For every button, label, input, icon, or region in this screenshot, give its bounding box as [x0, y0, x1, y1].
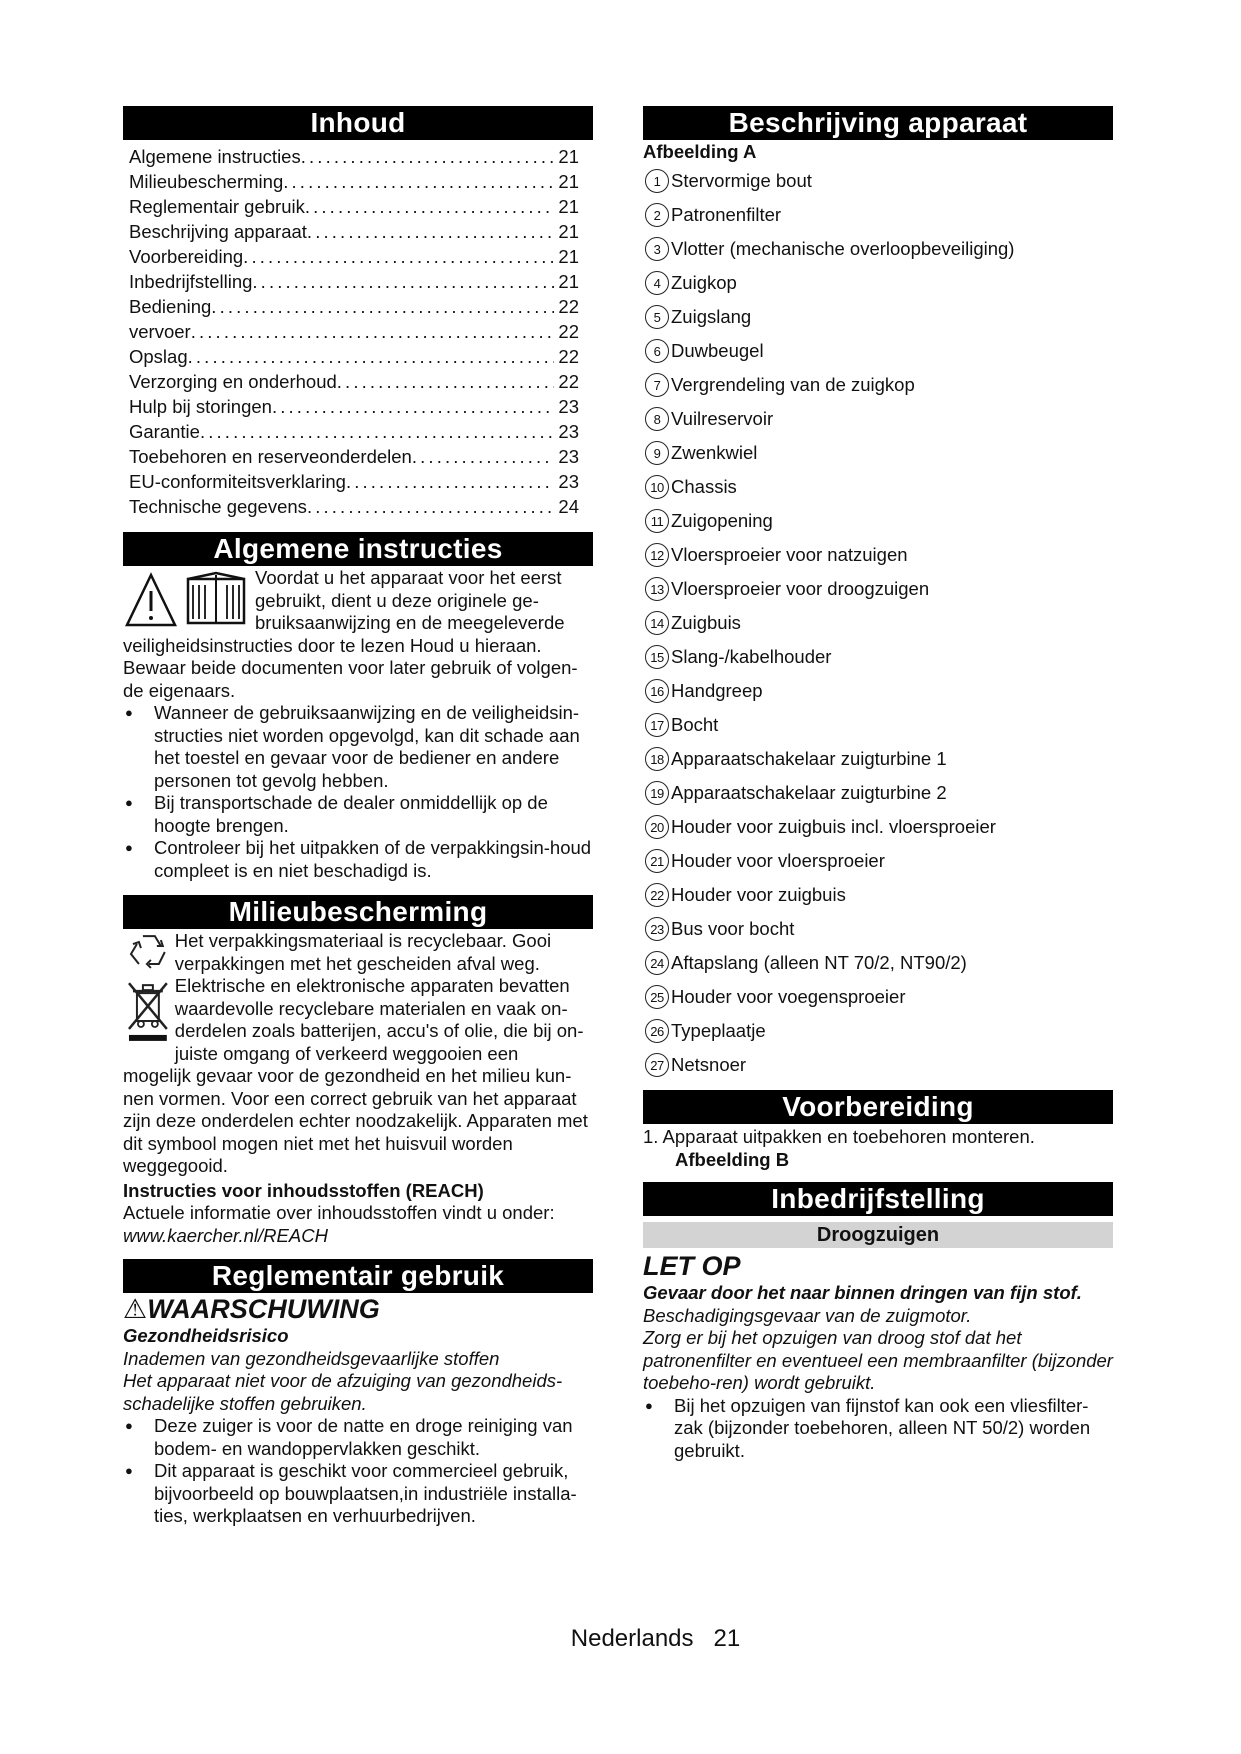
- legend-label: Vloersproeier voor natzuigen: [671, 544, 908, 565]
- toc-row[interactable]: [129, 294, 579, 319]
- legend-item: [643, 1014, 1113, 1048]
- toc-row[interactable]: [129, 169, 579, 194]
- warning-text: WAARSCHUWING: [147, 1294, 380, 1324]
- legend-item: [643, 980, 1113, 1014]
- list-item: ● Bij het opzuigen van fijnstof kan ook een vliesfilter-zak (bijzonder toebehoren, alleen NT 50/2) worden gebruikt.: [643, 1395, 1113, 1463]
- callout-number: 2: [645, 203, 669, 227]
- callout-number: 1: [645, 169, 669, 193]
- toc-title: Voorbereiding: [129, 246, 244, 267]
- toc-page: 21: [558, 221, 579, 242]
- toc-page: 21: [558, 171, 579, 192]
- legend-label: Vlotter (mechanische overloopbeveiliging): [671, 238, 1015, 259]
- recycle-icon: [123, 930, 175, 974]
- legend-label: Houder voor vloersproeier: [671, 850, 885, 871]
- callout-number: 15: [645, 645, 669, 669]
- legend-label: Typeplaatje: [671, 1020, 766, 1041]
- toc-row[interactable]: [129, 469, 579, 494]
- legend-label: Vergrendeling van de zuigkop: [671, 374, 915, 395]
- toc-title: EU-conformiteitsverklaring: [129, 471, 346, 492]
- legend-item: [643, 504, 1113, 538]
- legend-label: Zuigbuis: [671, 612, 741, 633]
- table-of-contents: [129, 144, 579, 519]
- legend-item: [643, 470, 1113, 504]
- toc-title: Garantie: [129, 421, 200, 442]
- callout-number: 16: [645, 679, 669, 703]
- legend-label: Netsnoer: [671, 1054, 747, 1075]
- callout-number: 18: [645, 747, 669, 771]
- recycle-block: [123, 930, 593, 975]
- risk-line-1: Inademen van gezondheidsgevaarlijke stoffen: [123, 1347, 500, 1369]
- toc-leader: [243, 244, 554, 269]
- letop-line-2: Zorg er bij het opzuigen van droog stof dat het patronenfilter en eventueel een membraanfilter (bijzonder toebeho-ren) wordt gebruikt.: [643, 1327, 1113, 1393]
- warning-label: [123, 1293, 593, 1325]
- toc-row[interactable]: [129, 244, 579, 269]
- toc-row[interactable]: [129, 394, 579, 419]
- legend-label: Bus voor bocht: [671, 918, 795, 939]
- callout-number: 6: [645, 339, 669, 363]
- toc-row[interactable]: [129, 194, 579, 219]
- left-column: [123, 106, 593, 1528]
- callout-number: 5: [645, 305, 669, 329]
- toc-leader: [301, 144, 555, 169]
- list-item: ● Bij transportschade de dealer onmiddellijk op de hoogte brengen.: [123, 792, 593, 837]
- legend-item: [643, 300, 1113, 334]
- callout-number: 3: [645, 237, 669, 261]
- callout-number: 10: [645, 475, 669, 499]
- legend-label: Duwbeugel: [671, 340, 764, 361]
- toc-leader: [252, 269, 554, 294]
- legend-item: [643, 164, 1113, 198]
- toc-title: Opslag: [129, 346, 188, 367]
- toc-leader: [283, 169, 554, 194]
- callout-number: 21: [645, 849, 669, 873]
- callout-number: 20: [645, 815, 669, 839]
- reglementair-bullets: [123, 1415, 593, 1528]
- toc-page: 23: [558, 471, 579, 492]
- page-footer: [0, 1625, 1241, 1653]
- legend-label: Zuigkop: [671, 272, 737, 293]
- toc-page: 22: [558, 371, 579, 392]
- toc-leader: [211, 294, 554, 319]
- toc-leader: [307, 219, 555, 244]
- inhoud-heading: Inhoud: [123, 106, 593, 140]
- legend-label: Apparaatschakelaar zuigturbine 2: [671, 782, 947, 803]
- legend-item: [643, 402, 1113, 436]
- legend-label: Chassis: [671, 476, 737, 497]
- toc-page: 21: [558, 246, 579, 267]
- reach-heading: Instructies voor inhoudsstoffen (REACH): [123, 1179, 484, 1201]
- legend-item: [643, 844, 1113, 878]
- warning-manual-icon: [123, 567, 253, 633]
- reglementair-heading: Reglementair gebruik: [123, 1259, 593, 1293]
- toc-leader: [307, 494, 554, 519]
- legend-item: [643, 946, 1113, 980]
- toc-leader: [305, 194, 555, 219]
- legend-item: [643, 198, 1113, 232]
- callout-number: 19: [645, 781, 669, 805]
- toc-leader: [346, 469, 554, 494]
- callout-number: 26: [645, 1019, 669, 1043]
- toc-row[interactable]: [129, 269, 579, 294]
- callout-number: 12: [645, 543, 669, 567]
- toc-page: 23: [558, 396, 579, 417]
- legend-label: Zwenkwiel: [671, 442, 758, 463]
- callout-number: 8: [645, 407, 669, 431]
- page-number: 21: [713, 1625, 741, 1652]
- legend-item: [643, 878, 1113, 912]
- legend-item: [643, 334, 1113, 368]
- algemene-intro-line-2: gebruikt, dient u deze originele ge-: [255, 589, 539, 611]
- list-item: ● Controleer bij het uitpakken of de verpakkingsin-houd compleet is en niet beschadigd is.: [123, 837, 593, 882]
- legend-label: Slang-/kabelhouder: [671, 646, 832, 667]
- toc-title: Bediening: [129, 296, 212, 317]
- toc-page: 22: [558, 346, 579, 367]
- legend-item: [643, 640, 1113, 674]
- toc-leader: [191, 319, 555, 344]
- algemene-intro-line-3: bruiksaanwijzing en de meegeleverde: [255, 612, 565, 633]
- legend-item: [643, 606, 1113, 640]
- inbedrijfstelling-heading: Inbedrijfstelling: [643, 1182, 1113, 1216]
- toc-page: 21: [558, 146, 579, 167]
- legend-label: Stervormige bout: [671, 170, 812, 191]
- toc-row[interactable]: [129, 369, 579, 394]
- voorbereiding-heading: Voorbereiding: [643, 1090, 1113, 1124]
- toc-page: 21: [558, 196, 579, 217]
- legend-label: Vuilreservoir: [671, 408, 774, 429]
- callout-number: 24: [645, 951, 669, 975]
- toc-title: Beschrijving apparaat: [129, 221, 307, 242]
- callout-number: 9: [645, 441, 669, 465]
- toc-page: 23: [558, 421, 579, 442]
- legend-label: Vloersproeier voor droogzuigen: [671, 578, 930, 599]
- legend-item: [643, 708, 1113, 742]
- letop-label: LET OP: [643, 1251, 741, 1281]
- toc-title: Verzorging en onderhoud: [129, 371, 337, 392]
- right-column: [643, 106, 1113, 1462]
- toc-title: Hulp bij storingen: [129, 396, 272, 417]
- inbedrijf-bullets: [643, 1395, 1113, 1463]
- toc-row[interactable]: [129, 344, 579, 369]
- toc-page: 24: [558, 496, 579, 517]
- legend-label: Aftapslang (alleen NT 70/2, NT90/2): [671, 952, 967, 973]
- reach-link[interactable]: www.kaercher.nl/REACH: [123, 1224, 328, 1246]
- toc-title: Inbedrijfstelling: [129, 271, 253, 292]
- beschrijving-heading: Beschrijving apparaat: [643, 106, 1113, 140]
- droogzuigen-subheading: Droogzuigen: [643, 1222, 1113, 1248]
- callout-number: 17: [645, 713, 669, 737]
- algemene-bullets: [123, 702, 593, 882]
- toc-row[interactable]: [129, 319, 579, 344]
- toc-title: vervoer: [129, 321, 191, 342]
- legend-item: [643, 232, 1113, 266]
- toc-page: 23: [558, 446, 579, 467]
- milieu-heading: Milieubescherming: [123, 895, 593, 929]
- reach-text: Actuele informatie over inhoudsstoffen vindt u onder:: [123, 1202, 555, 1223]
- legend-item: [643, 1048, 1113, 1082]
- risk-heading: Gezondheidsrisico: [123, 1325, 289, 1346]
- callout-number: 4: [645, 271, 669, 295]
- callout-number: 27: [645, 1053, 669, 1077]
- legend-item: [643, 572, 1113, 606]
- legend-label: Zuigslang: [671, 306, 752, 327]
- crossed-bin-icon: [123, 975, 175, 1065]
- legend-item: [643, 538, 1113, 572]
- toc-title: Reglementair gebruik: [129, 196, 305, 217]
- list-item: ● Wanneer de gebruiksaanwijzing en de veiligheidsin-structies niet worden opgevolgd, kan dit schade aan het toestel en gevaar voor de bediener en andere personen tot gevolg hebben.: [123, 702, 593, 792]
- algemene-intro-rest: veiligheidsinstructies door te lezen Houd u hieraan. Bewaar beide documenten voor later gebruik of volgen-de eigenaars.: [123, 634, 578, 701]
- toc-title: Milieubescherming: [129, 171, 284, 192]
- callout-number: 13: [645, 577, 669, 601]
- toc-leader: [188, 344, 555, 369]
- footer-language: Nederlands: [570, 1625, 694, 1652]
- legend-label: Houder voor voegensproeier: [671, 986, 906, 1007]
- legend-label: Houder voor zuigbuis: [671, 884, 846, 905]
- toc-row[interactable]: [129, 144, 579, 169]
- legend-item: [643, 674, 1113, 708]
- toc-leader: [200, 419, 554, 444]
- letop-heading: Gevaar door het naar binnen dringen van fijn stof.: [643, 1282, 1082, 1303]
- toc-row[interactable]: [129, 219, 579, 244]
- toc-leader: [337, 369, 555, 394]
- algemene-heading: Algemene instructies: [123, 532, 593, 566]
- letop-line-1: Beschadigingsgevaar van de zuigmotor.: [643, 1304, 972, 1326]
- callout-number: 14: [645, 611, 669, 635]
- toc-title: Toebehoren en reserveonderdelen: [129, 446, 412, 467]
- legend-label: Handgreep: [671, 680, 763, 701]
- algemene-intro: [123, 567, 593, 635]
- list-item: ● Dit apparaat is geschikt voor commercieel gebruik, bijvoorbeeld op bouwplaatsen,in industriële installa-ties, werkplaatsen en verhuurbedrijven.: [123, 1460, 593, 1528]
- risk-line-2: Het apparaat niet voor de afzuiging van gezondheids-schadelijke stoffen gebruiken.: [123, 1370, 563, 1414]
- algemene-intro-line-1: Voordat u het apparaat voor het eerst: [255, 567, 562, 588]
- toc-page: 21: [558, 271, 579, 292]
- toc-row[interactable]: [129, 419, 579, 444]
- warning-icon: ⚠: [123, 1294, 148, 1324]
- toc-page: 22: [558, 321, 579, 342]
- callout-number: 25: [645, 985, 669, 1009]
- list-item: ● Deze zuiger is voor de natte en droge reiniging van bodem- en wandoppervlakken geschikt.: [123, 1415, 593, 1460]
- weee-block: [123, 975, 593, 1065]
- legend-item: [643, 742, 1113, 776]
- figure-b-label: Afbeelding B: [675, 1148, 790, 1170]
- toc-page: 22: [558, 296, 579, 317]
- legend-item: [643, 776, 1113, 810]
- legend-label: Houder voor zuigbuis incl. vloersproeier: [671, 816, 996, 837]
- legend-label: Patronenfilter: [671, 204, 782, 225]
- toc-row[interactable]: [129, 494, 579, 519]
- legend-label: Apparaatschakelaar zuigturbine 1: [671, 748, 947, 769]
- toc-leader: [412, 444, 555, 469]
- legend-label: Bocht: [671, 714, 719, 735]
- callout-number: 22: [645, 883, 669, 907]
- toc-title: Technische gegevens: [129, 496, 307, 517]
- legend-item: [643, 810, 1113, 844]
- legend-item: [643, 436, 1113, 470]
- legend-item: [643, 912, 1113, 946]
- toc-title: Algemene instructies: [129, 146, 301, 167]
- toc-leader: [272, 394, 554, 419]
- legend-label: Zuigopening: [671, 510, 773, 531]
- weee-text: Elektrische en elektronische apparaten bevatten waardevolle recyclebare materialen en vaak on-derdelen zoals batterijen, accu's of olie, die bij on-juiste omgang of verkeerd weggooien een: [174, 975, 584, 1064]
- voorbereiding-step: 1. Apparaat uitpakken en toebehoren monteren.: [643, 1126, 1035, 1147]
- weee-rest: mogelijk gevaar voor de gezondheid en het milieu kun-nen vormen. Voor een correct gebruik van het apparaat zijn deze onderdelen echter noodzakelijk. Apparaten met dit symbool mogen niet met het huisvuil worden weggegooid.: [123, 1065, 588, 1176]
- legend-item: [643, 368, 1113, 402]
- callout-number: 11: [645, 509, 669, 533]
- recycle-text: Het verpakkingsmateriaal is recyclebaar. Gooi verpakkingen met het gescheiden afval weg.: [174, 930, 552, 974]
- toc-row[interactable]: [129, 444, 579, 469]
- callout-number: 7: [645, 373, 669, 397]
- callout-number: 23: [645, 917, 669, 941]
- parts-legend: [643, 164, 1113, 1082]
- figure-a-label: Afbeelding A: [643, 141, 757, 162]
- legend-item: [643, 266, 1113, 300]
